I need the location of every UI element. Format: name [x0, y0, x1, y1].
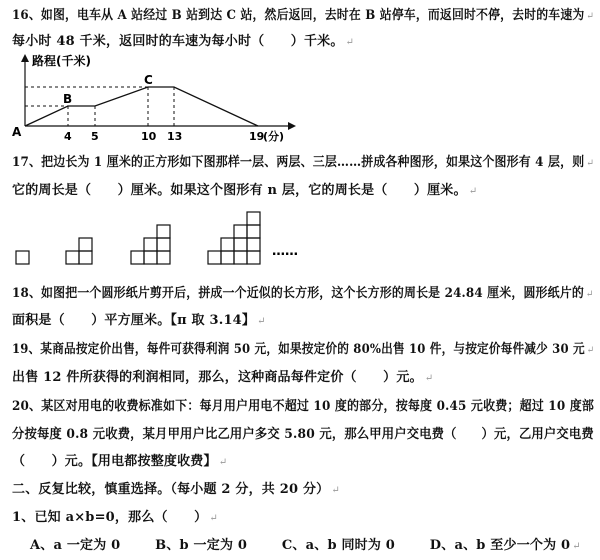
q16-text1: 16、如图，电车从 A 站经过 B 站到达 C 站，然后返回，去时在 B 站停车，而返回时不停，去时的车速为 [12, 8, 585, 23]
q20-text2: 分按每度 0.8 元收费，某月甲用户比乙用户多交 5.80 元，那么甲用户交电费（ ）元，乙用户交电费 [12, 427, 594, 442]
return-mark-icon: ↵ [586, 158, 595, 169]
choice-c[interactable]: C、a、b 同时为 0 [281, 538, 396, 553]
q20-line1 [12, 395, 594, 414]
y-axis-label: 路程(千米) [32, 54, 91, 68]
section2-title [12, 478, 340, 497]
return-mark-icon: ↵ [331, 485, 340, 496]
return-mark-icon: ↵ [209, 513, 218, 524]
return-mark-icon: ↵ [345, 37, 355, 48]
x-tick-13: 13 [167, 130, 183, 143]
q16-text2: 每小时 48 千米，返回时的车速为每小时（ ）千米。 [12, 34, 344, 49]
x-tick-4: 4 [64, 130, 72, 143]
q20-line3 [12, 450, 227, 469]
section2-title-text: 二、反复比较，慎重选择。（每小题 2 分，共 20 分） [12, 482, 330, 497]
choice-a[interactable]: A、a 一定为 0 [30, 538, 121, 553]
q18-text1: 18、如图把一个圆形纸片剪开后，拼成一个近似的长方形，这个长方形的周长是 24.84 厘米，圆形纸片的 [12, 286, 584, 301]
return-mark-icon: ↵ [468, 186, 478, 197]
q19-text2: 出售 12 件所获得的利润相同，那么，这种商品每件定价（ ）元。 [12, 370, 423, 385]
choice-d[interactable]: D、a、b 至少一个为 0 [429, 538, 571, 553]
point-b-label: B [63, 92, 73, 106]
mc1-choices [30, 534, 581, 553]
return-mark-icon: ↵ [572, 541, 581, 552]
q19-line1 [12, 338, 594, 357]
q20-text3: （ ）元。【用电都按整度收费】 [12, 454, 217, 469]
x-unit-label: (分) [263, 130, 285, 143]
q20-text1: 20、某区对用电的收费标准如下：每月用户用电不超过 10 度的部分，按每度 0.45 元收费；超过 10 度部 [12, 399, 595, 414]
x-tick-5: 5 [91, 130, 99, 143]
mc1-stem [12, 506, 218, 525]
figure-1-layer [16, 251, 29, 264]
q17-text1: 17、把边长为 1 厘米的正方形如下图那样一层、两层、三层……拼成各种图形，如果这个图形有 4 层，则 [12, 155, 585, 170]
figure-2-layers [66, 238, 92, 264]
q18-text2: 面积是（ ）平方厘米。【π 取 3.14】 [12, 313, 256, 328]
distance-time-graph [8, 54, 308, 144]
q19-text1: 19、某商品按定价出售，每件可获得利润 50 元，如果按定价的 80%出售 10 件，与按定价每件减少 30 元 [12, 342, 585, 357]
x-tick-19: 19 [249, 130, 265, 143]
x-tick-10: 10 [141, 130, 157, 143]
q20-line2 [12, 423, 594, 442]
q16-line2 [12, 30, 354, 49]
q18-line1 [12, 282, 594, 301]
q19-line2 [12, 366, 433, 385]
return-mark-icon: ↵ [586, 345, 595, 356]
q16-line1 [12, 4, 594, 23]
q17-text2: 它的周长是（ ）厘米。如果这个图形有 n 层，它的周长是（ ）厘米。 [12, 183, 467, 198]
return-mark-icon: ↵ [586, 11, 595, 22]
figures-ellipsis: …… [272, 244, 298, 259]
mc1-stem-text: 1、已知 a×b=0，那么（ ） [12, 510, 208, 525]
x-axis-arrow-icon [288, 122, 296, 130]
staircase-figures [8, 205, 328, 269]
y-axis-arrow-icon [21, 54, 29, 62]
choice-b[interactable]: B、b 一定为 0 [155, 538, 248, 553]
return-mark-icon: ↵ [585, 289, 594, 300]
q18-line2 [12, 309, 266, 328]
trip-path [25, 87, 258, 126]
figure-4-layers [208, 212, 260, 264]
return-mark-icon: ↵ [424, 373, 434, 384]
figure-3-layers [131, 225, 170, 264]
q17-line1 [12, 151, 594, 170]
point-a-label: A [12, 125, 22, 139]
return-mark-icon: ↵ [218, 457, 228, 468]
return-mark-icon: ↵ [257, 316, 266, 327]
point-c-label: C [144, 73, 153, 87]
q17-line2 [12, 179, 477, 198]
